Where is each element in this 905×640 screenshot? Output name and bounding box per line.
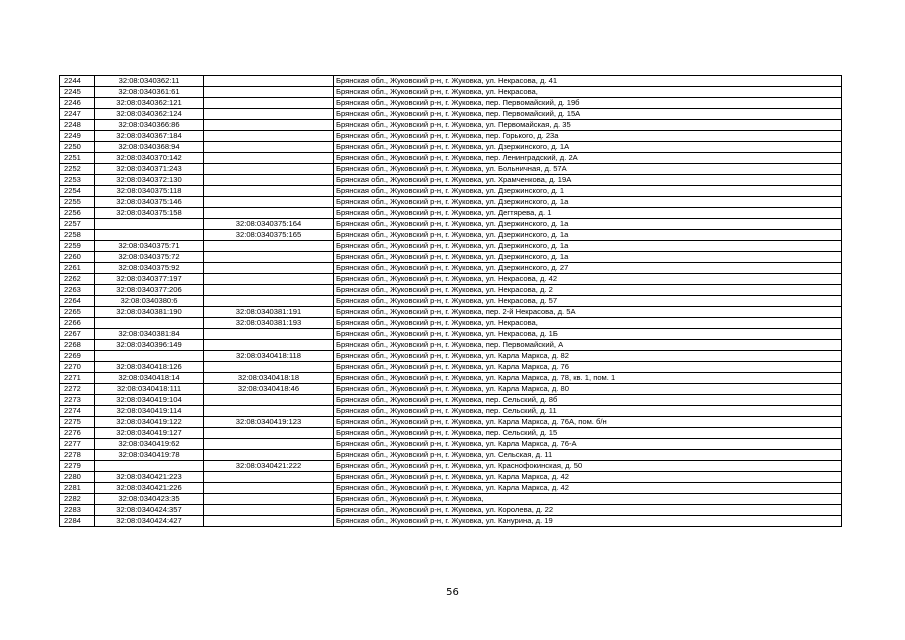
- related-cadastral-number-cell: [204, 395, 334, 406]
- related-cadastral-number-cell: [204, 175, 334, 186]
- row-number-cell: 2265: [60, 307, 95, 318]
- address-cell: Брянская обл., Жуковский р-н, г. Жуковка, ул. Краснофокинская, д. 50: [334, 461, 842, 472]
- cadastral-number-cell: 32:08:0340418:111: [95, 384, 204, 395]
- row-number-cell: 2251: [60, 153, 95, 164]
- cadastral-number-cell: 32:08:0340381:190: [95, 307, 204, 318]
- related-cadastral-number-cell: [204, 109, 334, 120]
- address-cell: Брянская обл., Жуковский р-н, г. Жуковка, пер. Сельский, д. 8б: [334, 395, 842, 406]
- table-row: [60, 362, 842, 373]
- related-cadastral-number-cell: [204, 296, 334, 307]
- cadastral-number-cell: [95, 230, 204, 241]
- table-row: [60, 307, 842, 318]
- address-cell: Брянская обл., Жуковский р-н, г. Жуковка, ул. Карла Маркса, д. 78, кв. 1, пом. 1: [334, 373, 842, 384]
- row-number-cell: 2276: [60, 428, 95, 439]
- address-cell: Брянская обл., Жуковский р-н, г. Жуковка, ул. Королева, д. 22: [334, 505, 842, 516]
- cadastral-number-cell: 32:08:0340370:142: [95, 153, 204, 164]
- table-row: [60, 263, 842, 274]
- related-cadastral-number-cell: [204, 164, 334, 175]
- address-cell: Брянская обл., Жуковский р-н, г. Жуковка, ул. Карла Маркса, д. 80: [334, 384, 842, 395]
- cadastral-number-cell: 32:08:0340418:14: [95, 373, 204, 384]
- address-cell: Брянская обл., Жуковский р-н, г. Жуковка, ул. Больничная, д. 57А: [334, 164, 842, 175]
- row-number-cell: 2272: [60, 384, 95, 395]
- cadastral-number-cell: 32:08:0340377:197: [95, 274, 204, 285]
- row-number-cell: 2261: [60, 263, 95, 274]
- address-cell: Брянская обл., Жуковский р-н, г. Жуковка, ул. Дзержинского, д. 1а: [334, 219, 842, 230]
- row-number-cell: 2273: [60, 395, 95, 406]
- row-number-cell: 2259: [60, 241, 95, 252]
- address-cell: Брянская обл., Жуковский р-н, г. Жуковка, ул. Канурина, д. 19: [334, 516, 842, 527]
- cadastral-number-cell: 32:08:0340424:427: [95, 516, 204, 527]
- row-number-cell: 2274: [60, 406, 95, 417]
- row-number-cell: 2279: [60, 461, 95, 472]
- address-cell: Брянская обл., Жуковский р-н, г. Жуковка, ул. Дзержинского, д. 1А: [334, 142, 842, 153]
- table-row: [60, 428, 842, 439]
- related-cadastral-number-cell: 32:08:0340375:164: [204, 219, 334, 230]
- related-cadastral-number-cell: [204, 340, 334, 351]
- table-row: [60, 417, 842, 428]
- table-row: [60, 384, 842, 395]
- address-cell: Брянская обл., Жуковский р-н, г. Жуковка, ул. Некрасова, д. 42: [334, 274, 842, 285]
- table-row: [60, 483, 842, 494]
- address-cell: Брянская обл., Жуковский р-н, г. Жуковка, пер. Сельский, д. 15: [334, 428, 842, 439]
- table-row: [60, 98, 842, 109]
- table-row: [60, 318, 842, 329]
- row-number-cell: 2254: [60, 186, 95, 197]
- address-cell: Брянская обл., Жуковский р-н, г. Жуковка, пер. Сельский, д. 11: [334, 406, 842, 417]
- row-number-cell: 2246: [60, 98, 95, 109]
- address-cell: Брянская обл., Жуковский р-н, г. Жуковка, ул. Первомайская, д. 35: [334, 120, 842, 131]
- row-number-cell: 2257: [60, 219, 95, 230]
- address-cell: Брянская обл., Жуковский р-н, г. Жуковка, пер. Первомайский, А: [334, 340, 842, 351]
- related-cadastral-number-cell: [204, 439, 334, 450]
- related-cadastral-number-cell: [204, 241, 334, 252]
- table-row: [60, 296, 842, 307]
- cadastral-number-cell: 32:08:0340375:92: [95, 263, 204, 274]
- related-cadastral-number-cell: [204, 329, 334, 340]
- cadastral-number-cell: 32:08:0340366:86: [95, 120, 204, 131]
- related-cadastral-number-cell: 32:08:0340419:123: [204, 417, 334, 428]
- page-number: 56: [446, 587, 459, 598]
- cadastral-number-cell: 32:08:0340361:61: [95, 87, 204, 98]
- related-cadastral-number-cell: [204, 472, 334, 483]
- cadastral-number-cell: 32:08:0340372:130: [95, 175, 204, 186]
- cadastral-number-cell: 32:08:0340367:184: [95, 131, 204, 142]
- cadastral-number-cell: 32:08:0340362:11: [95, 76, 204, 87]
- address-cell: Брянская обл., Жуковский р-н, г. Жуковка, ул. Дзержинского, д. 1а: [334, 241, 842, 252]
- related-cadastral-number-cell: [204, 131, 334, 142]
- cadastral-number-cell: 32:08:0340375:72: [95, 252, 204, 263]
- address-cell: Брянская обл., Жуковский р-н, г. Жуковка, ул. Дзержинского, д. 1а: [334, 252, 842, 263]
- table-row: [60, 494, 842, 505]
- row-number-cell: 2277: [60, 439, 95, 450]
- address-cell: Брянская обл., Жуковский р-н, г. Жуковка, ул. Сельская, д. 11: [334, 450, 842, 461]
- related-cadastral-number-cell: [204, 197, 334, 208]
- address-cell: Брянская обл., Жуковский р-н, г. Жуковка, ул. Карла Маркса, д. 76: [334, 362, 842, 373]
- table-row: [60, 274, 842, 285]
- cadastral-number-cell: [95, 318, 204, 329]
- cadastral-number-cell: 32:08:0340424:357: [95, 505, 204, 516]
- related-cadastral-number-cell: [204, 285, 334, 296]
- related-cadastral-number-cell: 32:08:0340418:46: [204, 384, 334, 395]
- related-cadastral-number-cell: [204, 252, 334, 263]
- table-row: [60, 208, 842, 219]
- row-number-cell: 2282: [60, 494, 95, 505]
- address-cell: Брянская обл., Жуковский р-н, г. Жуковка, ул. Карла Маркса, д. 42: [334, 483, 842, 494]
- related-cadastral-number-cell: [204, 120, 334, 131]
- table-row: [60, 76, 842, 87]
- related-cadastral-number-cell: [204, 516, 334, 527]
- table-row: [60, 351, 842, 362]
- cadastral-number-cell: 32:08:0340419:78: [95, 450, 204, 461]
- table-row: [60, 241, 842, 252]
- row-number-cell: 2250: [60, 142, 95, 153]
- cadastral-number-cell: 32:08:0340375:146: [95, 197, 204, 208]
- registry-table: [59, 75, 842, 527]
- cadastral-number-cell: 32:08:0340371:243: [95, 164, 204, 175]
- address-cell: Брянская обл., Жуковский р-н, г. Жуковка, ул. Храмченкова, д. 19А: [334, 175, 842, 186]
- table-row: [60, 230, 842, 241]
- address-cell: Брянская обл., Жуковский р-н, г. Жуковка, ул. Дзержинского, д. 1а: [334, 230, 842, 241]
- row-number-cell: 2284: [60, 516, 95, 527]
- table-row: [60, 186, 842, 197]
- row-number-cell: 2255: [60, 197, 95, 208]
- related-cadastral-number-cell: 32:08:0340381:191: [204, 307, 334, 318]
- cadastral-number-cell: 32:08:0340381:84: [95, 329, 204, 340]
- address-cell: Брянская обл., Жуковский р-н, г. Жуковка, ул. Некрасова, д. 57: [334, 296, 842, 307]
- table-row: [60, 472, 842, 483]
- address-cell: Брянская обл., Жуковский р-н, г. Жуковка, ул. Карла Маркса, д. 76А, пом. б/н: [334, 417, 842, 428]
- cadastral-number-cell: 32:08:0340362:124: [95, 109, 204, 120]
- address-cell: Брянская обл., Жуковский р-н, г. Жуковка, пер. Ленинградский, д. 2А: [334, 153, 842, 164]
- row-number-cell: 2270: [60, 362, 95, 373]
- address-cell: Брянская обл., Жуковский р-н, г. Жуковка, ул. Некрасова, д. 1Б: [334, 329, 842, 340]
- cadastral-number-cell: 32:08:0340419:114: [95, 406, 204, 417]
- table-row: [60, 406, 842, 417]
- cadastral-number-cell: 32:08:0340421:223: [95, 472, 204, 483]
- address-cell: Брянская обл., Жуковский р-н, г. Жуковка, ул. Дзержинского, д. 1а: [334, 197, 842, 208]
- table-row: [60, 197, 842, 208]
- related-cadastral-number-cell: [204, 98, 334, 109]
- table-row: [60, 109, 842, 120]
- cadastral-number-cell: 32:08:0340419:62: [95, 439, 204, 450]
- table-row: [60, 373, 842, 384]
- related-cadastral-number-cell: [204, 87, 334, 98]
- address-cell: Брянская обл., Жуковский р-н, г. Жуковка, ул. Дзержинского, д. 1: [334, 186, 842, 197]
- table-row: [60, 329, 842, 340]
- address-cell: Брянская обл., Жуковский р-н, г. Жуковка, ул. Дегтярева, д. 1: [334, 208, 842, 219]
- table-row: [60, 219, 842, 230]
- address-cell: Брянская обл., Жуковский р-н, г. Жуковка, ул. Дзержинского, д. 27: [334, 263, 842, 274]
- related-cadastral-number-cell: [204, 406, 334, 417]
- address-cell: Брянская обл., Жуковский р-н, г. Жуковка, ул. Некрасова,: [334, 318, 842, 329]
- related-cadastral-number-cell: [204, 142, 334, 153]
- table-row: [60, 505, 842, 516]
- table-row: [60, 252, 842, 263]
- cadastral-number-cell: 32:08:0340423:35: [95, 494, 204, 505]
- related-cadastral-number-cell: [204, 274, 334, 285]
- related-cadastral-number-cell: 32:08:0340418:18: [204, 373, 334, 384]
- row-number-cell: 2278: [60, 450, 95, 461]
- related-cadastral-number-cell: [204, 428, 334, 439]
- address-cell: Брянская обл., Жуковский р-н, г. Жуковка, ул. Некрасова,: [334, 87, 842, 98]
- row-number-cell: 2256: [60, 208, 95, 219]
- table-row: [60, 461, 842, 472]
- related-cadastral-number-cell: [204, 362, 334, 373]
- row-number-cell: 2258: [60, 230, 95, 241]
- row-number-cell: 2271: [60, 373, 95, 384]
- row-number-cell: 2247: [60, 109, 95, 120]
- row-number-cell: 2249: [60, 131, 95, 142]
- table-row: [60, 142, 842, 153]
- cadastral-number-cell: 32:08:0340396:149: [95, 340, 204, 351]
- table-row: [60, 340, 842, 351]
- related-cadastral-number-cell: [204, 76, 334, 87]
- related-cadastral-number-cell: [204, 208, 334, 219]
- cadastral-number-cell: 32:08:0340368:94: [95, 142, 204, 153]
- table-row: [60, 285, 842, 296]
- cadastral-number-cell: 32:08:0340421:226: [95, 483, 204, 494]
- row-number-cell: 2281: [60, 483, 95, 494]
- row-number-cell: 2268: [60, 340, 95, 351]
- row-number-cell: 2245: [60, 87, 95, 98]
- cadastral-number-cell: 32:08:0340418:126: [95, 362, 204, 373]
- related-cadastral-number-cell: 32:08:0340375:165: [204, 230, 334, 241]
- address-cell: Брянская обл., Жуковский р-н, г. Жуковка, пер. Горького, д. 23а: [334, 131, 842, 142]
- address-cell: Брянская обл., Жуковский р-н, г. Жуковка, пер. Первомайский, д. 15А: [334, 109, 842, 120]
- table-row: [60, 516, 842, 527]
- address-cell: Брянская обл., Жуковский р-н, г. Жуковка, ул. Карла Маркса, д. 42: [334, 472, 842, 483]
- row-number-cell: 2275: [60, 417, 95, 428]
- related-cadastral-number-cell: [204, 263, 334, 274]
- cadastral-number-cell: 32:08:0340362:121: [95, 98, 204, 109]
- cadastral-number-cell: 32:08:0340375:118: [95, 186, 204, 197]
- registry-table-body: [60, 76, 842, 527]
- address-cell: Брянская обл., Жуковский р-н, г. Жуковка, пер. 2-й Некрасова, д. 5А: [334, 307, 842, 318]
- row-number-cell: 2260: [60, 252, 95, 263]
- cadastral-number-cell: 32:08:0340419:104: [95, 395, 204, 406]
- related-cadastral-number-cell: [204, 186, 334, 197]
- cadastral-number-cell: [95, 461, 204, 472]
- address-cell: Брянская обл., Жуковский р-н, г. Жуковка, пер. Первомайский, д. 19б: [334, 98, 842, 109]
- related-cadastral-number-cell: [204, 505, 334, 516]
- related-cadastral-number-cell: [204, 483, 334, 494]
- table-row: [60, 131, 842, 142]
- related-cadastral-number-cell: [204, 494, 334, 505]
- row-number-cell: 2252: [60, 164, 95, 175]
- address-cell: Брянская обл., Жуковский р-н, г. Жуковка, ул. Карла Маркса, д. 82: [334, 351, 842, 362]
- address-cell: Брянская обл., Жуковский р-н, г. Жуковка, ул. Некрасова, д. 2: [334, 285, 842, 296]
- cadastral-number-cell: 32:08:0340375:158: [95, 208, 204, 219]
- row-number-cell: 2280: [60, 472, 95, 483]
- cadastral-number-cell: 32:08:0340377:206: [95, 285, 204, 296]
- related-cadastral-number-cell: 32:08:0340421:222: [204, 461, 334, 472]
- row-number-cell: 2269: [60, 351, 95, 362]
- address-cell: Брянская обл., Жуковский р-н, г. Жуковка,: [334, 494, 842, 505]
- row-number-cell: 2283: [60, 505, 95, 516]
- address-cell: Брянская обл., Жуковский р-н, г. Жуковка, ул. Карла Маркса, д. 76-А: [334, 439, 842, 450]
- row-number-cell: 2248: [60, 120, 95, 131]
- table-row: [60, 439, 842, 450]
- related-cadastral-number-cell: 32:08:0340381:193: [204, 318, 334, 329]
- related-cadastral-number-cell: [204, 450, 334, 461]
- table-row: [60, 164, 842, 175]
- related-cadastral-number-cell: 32:08:0340418:118: [204, 351, 334, 362]
- cadastral-number-cell: 32:08:0340375:71: [95, 241, 204, 252]
- related-cadastral-number-cell: [204, 153, 334, 164]
- cadastral-number-cell: 32:08:0340419:127: [95, 428, 204, 439]
- table-row: [60, 395, 842, 406]
- cadastral-number-cell: 32:08:0340419:122: [95, 417, 204, 428]
- cadastral-number-cell: [95, 219, 204, 230]
- cadastral-number-cell: [95, 351, 204, 362]
- table-row: [60, 175, 842, 186]
- row-number-cell: 2253: [60, 175, 95, 186]
- table-row: [60, 450, 842, 461]
- cadastral-number-cell: 32:08:0340380:6: [95, 296, 204, 307]
- table-row: [60, 153, 842, 164]
- row-number-cell: 2262: [60, 274, 95, 285]
- address-cell: Брянская обл., Жуковский р-н, г. Жуковка, ул. Некрасова, д. 41: [334, 76, 842, 87]
- row-number-cell: 2264: [60, 296, 95, 307]
- row-number-cell: 2266: [60, 318, 95, 329]
- row-number-cell: 2244: [60, 76, 95, 87]
- table-row: [60, 87, 842, 98]
- table-row: [60, 120, 842, 131]
- row-number-cell: 2263: [60, 285, 95, 296]
- row-number-cell: 2267: [60, 329, 95, 340]
